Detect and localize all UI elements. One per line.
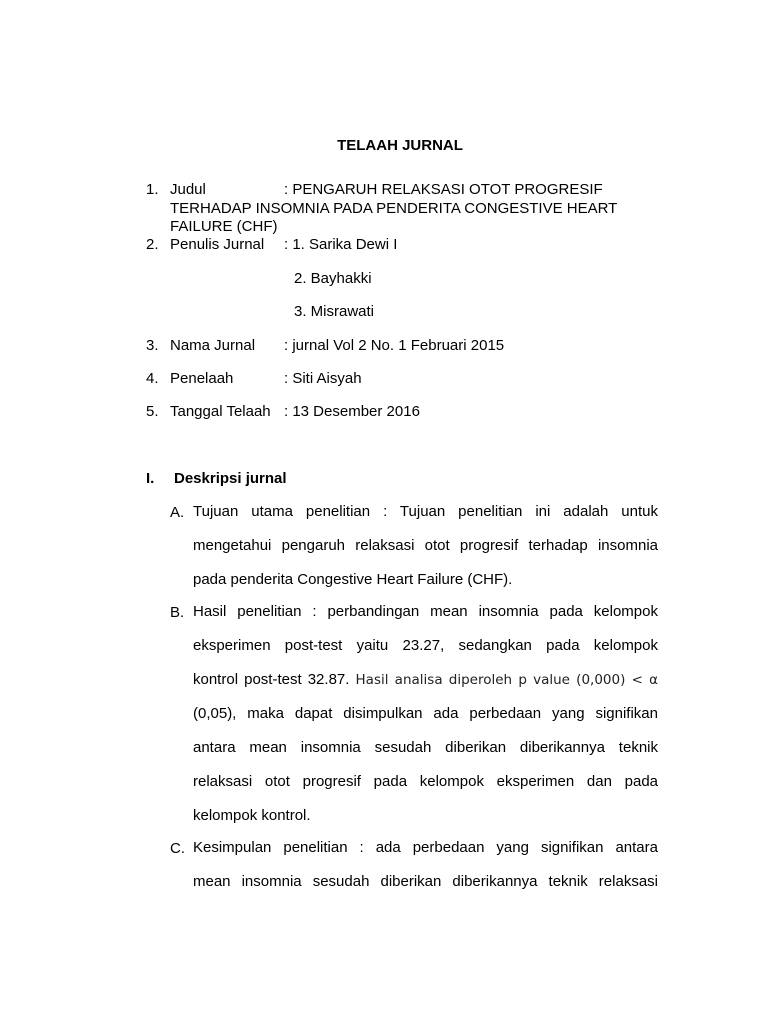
item-number: 5.: [146, 403, 159, 420]
item-value-judul-line3: FAILURE (CHF): [170, 218, 278, 235]
paragraph-line: kelompok kontrol.: [193, 807, 311, 824]
section-numeral: I.: [146, 470, 155, 487]
paragraph-line: Hasil penelitian : perbandingan mean insomnia pada kelompok: [193, 603, 658, 620]
paragraph-line: antara mean insomnia sesudah diberikan diberikannya teknik: [193, 739, 658, 756]
item-value-penulis-1: : 1. Sarika Dewi I: [284, 236, 398, 253]
item-value-penulis-2: 2. Bayhakki: [294, 270, 372, 287]
entry-paragraph-c: [193, 831, 658, 899]
entry-letter-a: A.: [170, 504, 185, 521]
paragraph-line: Kesimpulan penelitian : ada perbedaan yang signifikan antara: [193, 839, 658, 856]
paragraph-line: mengetahui pengaruh relaksasi otot progresif terhadap insomnia: [193, 537, 658, 554]
item-value-penulis-3: 3. Misrawati: [294, 303, 375, 320]
item-value-tanggal: : 13 Desember 2016: [284, 403, 420, 420]
paragraph-line: eksperimen post-test yaitu 23.27, sedangkan pada kelompok: [193, 637, 658, 654]
item-value-judul-line1: : PENGARUH RELAKSASI OTOT PROGRESIF: [284, 181, 603, 198]
item-label-nama-jurnal: Nama Jurnal: [170, 337, 256, 354]
item-number: 2.: [146, 236, 159, 253]
item-value-penelaah: : Siti Aisyah: [284, 370, 362, 387]
paragraph-line-mixed: [193, 663, 658, 697]
item-number: 4.: [146, 370, 159, 387]
item-number: 1.: [146, 181, 159, 198]
paragraph-line: pada penderita Congestive Heart Failure (CHF).: [193, 571, 513, 588]
item-value-nama-jurnal: : jurnal Vol 2 No. 1 Februari 2015: [284, 337, 505, 354]
entry-paragraph-a: [193, 495, 658, 597]
item-label-penulis: Penulis Jurnal: [170, 236, 265, 253]
paragraph-line: (0,05), maka dapat disimpulkan ada perbedaan yang signifikan: [193, 705, 658, 722]
page-title: TELAAH JURNAL: [337, 137, 463, 154]
item-label-judul: Judul: [170, 181, 206, 198]
item-value-judul-line2: TERHADAP INSOMNIA PADA PENDERITA CONGESTIVE HEART: [170, 200, 618, 217]
paragraph-line: Tujuan utama penelitian : Tujuan penelitian ini adalah untuk: [193, 503, 658, 520]
entry-letter-b: B.: [170, 604, 185, 621]
entry-letter-c: C.: [170, 840, 185, 857]
entry-paragraph-b: [193, 595, 658, 833]
section-heading: Deskripsi jurnal: [174, 470, 287, 487]
analysis-text: Hasil analisa diperoleh p value (0,000) < α: [355, 672, 658, 688]
paragraph-line: mean insomnia sesudah diberikan diberikannya teknik relaksasi: [193, 873, 658, 890]
item-label-penelaah: Penelaah: [170, 370, 234, 387]
item-label-tanggal: Tanggal Telaah: [170, 403, 271, 420]
paragraph-line: relaksasi otot progresif pada kelompok eksperimen dan pada: [193, 773, 658, 790]
item-number: 3.: [146, 337, 159, 354]
paragraph-text: kontrol post-test 32.87.: [193, 671, 350, 688]
